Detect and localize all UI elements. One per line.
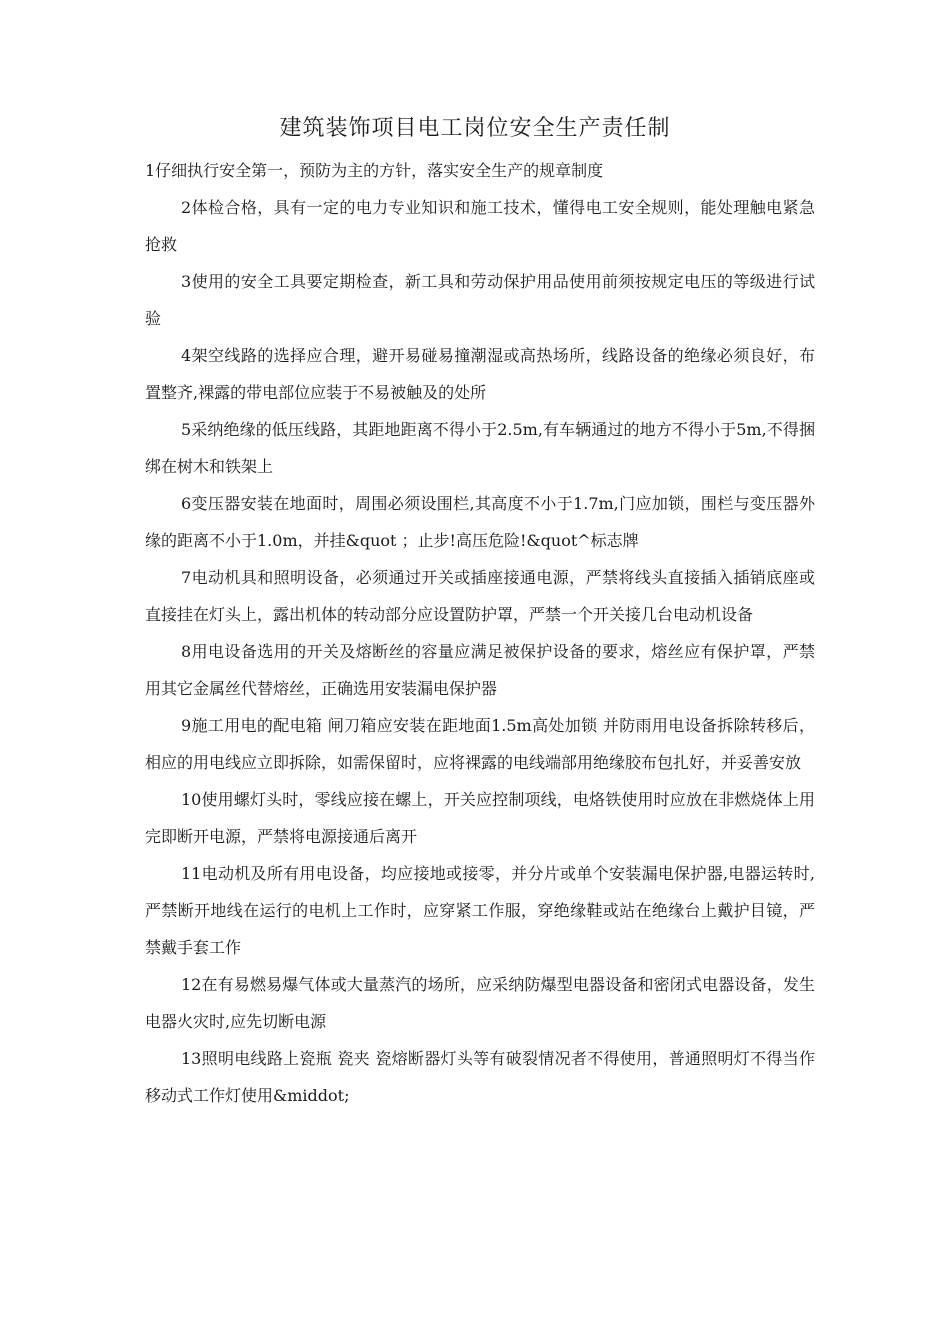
paragraph-8: 8用电设备选用的开关及熔断丝的容量应满足被保护设备的要求，熔丝应有保护罩，严禁用其它金属丝代替熔丝，正确选用安装漏电保护器	[145, 642, 815, 698]
document-body	[145, 152, 815, 1114]
paragraph-4: 4架空线路的选择应合理，避开易碰易撞潮湿或高热场所，线路设备的绝缘必须良好，布置整齐,裸露的带电部位应装于不易被触及的处所	[145, 346, 815, 402]
paragraph-7: 7电动机具和照明设备，必须通过开关或插座接通电源，严禁将线头直接插入插销底座或直接挂在灯头上，露出机体的转动部分应设置防护罩，严禁一个开关接几台电动机设备	[145, 568, 815, 624]
paragraph-2: 2体检合格，具有一定的电力专业知识和施工技术，懂得电工安全规则，能处理触电紧急抢救	[145, 198, 815, 254]
paragraph-13: 13照明电线路上瓷瓶 瓷夹 瓷熔断器灯头等有破裂情况者不得使用，普通照明灯不得当作移动式工作灯使用&middot;	[145, 1049, 815, 1105]
paragraph-9: 9施工用电的配电箱 闸刀箱应安装在距地面1.5m高处加锁 并防雨用电设备拆除转移后，相应的用电线应立即拆除，如需保留时，应将裸露的电线端部用绝缘胶布包扎好，并妥善安放	[145, 716, 815, 772]
paragraph-6: 6变压器安装在地面时，周围必须设围栏,其高度不小于1.7m,门应加锁，围栏与变压器外缘的距离不小于1.0m，并挂&quot ；止步!高压危险!&quot^标志牌	[145, 494, 815, 550]
paragraph-10: 10使用螺灯头时，零线应接在螺上，开关应控制项线，电烙铁使用时应放在非燃烧体上用完即断开电源，严禁将电源接通后离开	[145, 790, 815, 846]
paragraph-11: 11电动机及所有用电设备，均应接地或接零，并分片或单个安装漏电保护器,电器运转时,严禁断开地线在运行的电机上工作时，应穿紧工作服，穿绝缘鞋或站在绝缘台上戴护目镜，严禁戴手套工作	[145, 864, 815, 957]
paragraph-12: 12在有易燃易爆气体或大量蒸汽的场所，应采纳防爆型电器设备和密闭式电器设备，发生电器火灾时,应先切断电源	[145, 975, 815, 1031]
paragraph-5: 5采纳绝缘的低压线路，其距地距离不得小于2.5m,有车辆通过的地方不得小于5m,不得捆绑在树木和铁架上	[145, 420, 815, 476]
paragraph-1: 1仔细执行安全第一，预防为主的方针，落实安全生产的规章制度	[145, 161, 604, 180]
document-title: 建筑装饰项目电工岗位安全生产责任制	[279, 116, 671, 141]
paragraph-3: 3使用的安全工具要定期检查，新工具和劳动保护用品使用前须按规定电压的等级进行试验	[145, 272, 815, 328]
